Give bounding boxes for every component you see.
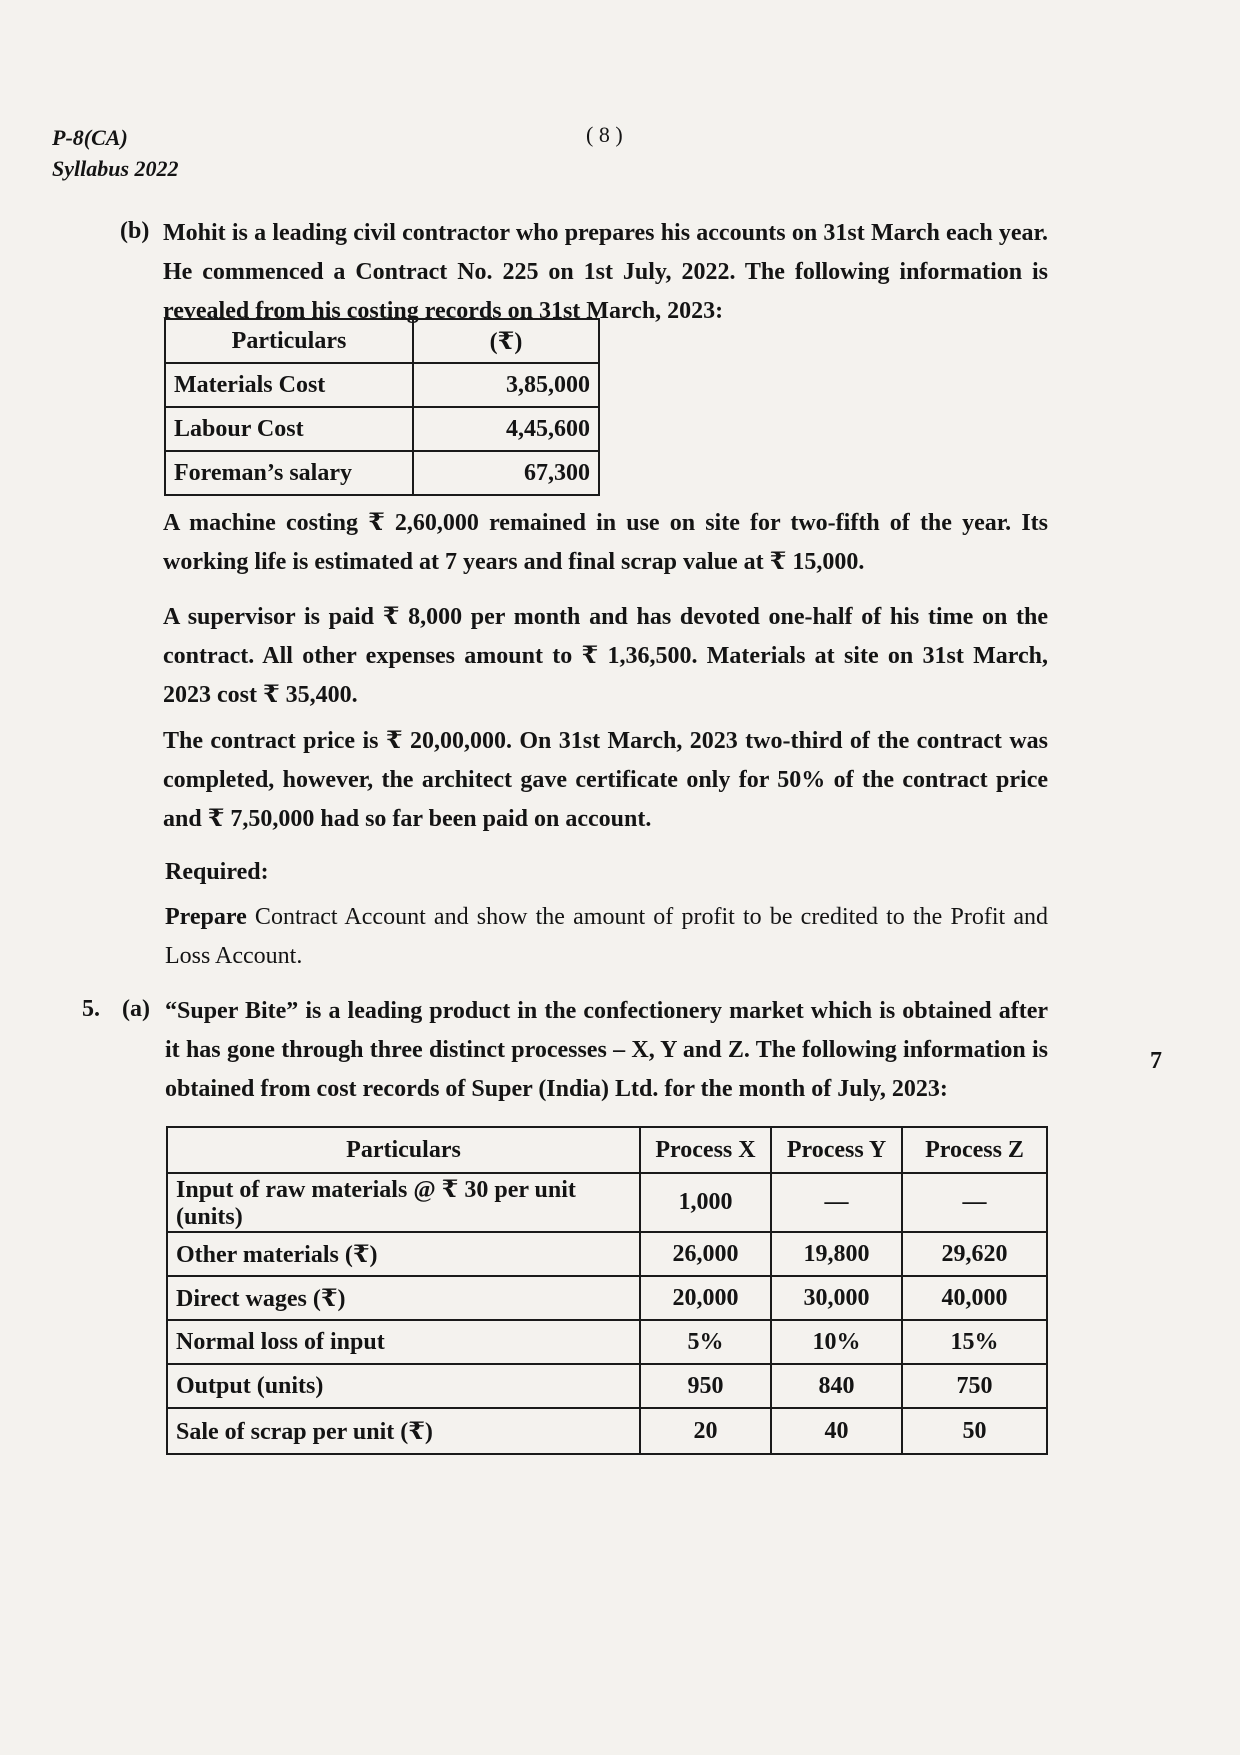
table-cell: 40,000 xyxy=(902,1276,1047,1320)
table-header-cell: Process Y xyxy=(771,1127,902,1173)
table-row xyxy=(165,451,599,495)
question-5-number: 5. xyxy=(82,996,100,1022)
question-4b-para-supervisor: A supervisor is paid ₹ 8,000 per month and has devoted one-half of his time on the contract. All other expenses amount to ₹ 1,36,500. Materials at site on 31st March, 2023 cost ₹ 35,400. xyxy=(163,604,1048,708)
table-cell: 20,000 xyxy=(640,1276,771,1320)
table-cell: Materials Cost xyxy=(165,363,413,407)
question-4b-intro: Mohit is a leading civil contractor who prepares his accounts on 31st March each year. He commenced a Contract No. 225 on 1st July, 2022. The following information is revealed from his costing records on 31st March, 2023: xyxy=(163,220,1048,324)
table-cell: 10% xyxy=(771,1320,902,1364)
page-number: ( 8 ) xyxy=(586,122,623,147)
table-cell: 19,800 xyxy=(771,1232,902,1276)
table-header-row xyxy=(165,319,599,363)
table-cell: 26,000 xyxy=(640,1232,771,1276)
table-cell: Normal loss of input xyxy=(167,1320,640,1364)
table-cell: 40 xyxy=(771,1408,902,1454)
required-label: Required: xyxy=(165,859,269,885)
paper-code: P-8(CA) xyxy=(52,125,128,150)
table-header-cell: (₹) xyxy=(413,319,599,363)
table-cell: 30,000 xyxy=(771,1276,902,1320)
required-text: Contract Account and show the amount of profit to be credited to the Profit and Loss Account. xyxy=(165,904,1048,969)
table-cell: 750 xyxy=(902,1364,1047,1408)
question-4b-para-machine: A machine costing ₹ 2,60,000 remained in use on site for two-fifth of the year. Its working life is estimated at 7 years and final scrap value at ₹ 15,000. xyxy=(163,510,1048,575)
table-header-row xyxy=(167,1127,1047,1173)
required-instruction xyxy=(165,898,1048,976)
syllabus-label: Syllabus 2022 xyxy=(52,156,179,181)
table-cell: 15% xyxy=(902,1320,1047,1364)
table-cell: 1,000 xyxy=(640,1173,771,1232)
question-5a-label: (a) xyxy=(122,996,150,1022)
table-header-cell: Process Z xyxy=(902,1127,1047,1173)
table-row xyxy=(165,407,599,451)
table-row xyxy=(165,363,599,407)
question-5a-intro: “Super Bite” is a leading product in the confectionery market which is obtained after it has gone through three distinct processes – X, Y and Z. The following information is obtained from cost records of Super (India) Ltd. for the month of July, 2023: xyxy=(165,998,1048,1102)
table-row xyxy=(167,1232,1047,1276)
table-cell: Foreman’s salary xyxy=(165,451,413,495)
header-left xyxy=(52,122,179,184)
table-cell: 840 xyxy=(771,1364,902,1408)
table-row xyxy=(167,1364,1047,1408)
table-cell: 20 xyxy=(640,1408,771,1454)
table-cell: Labour Cost xyxy=(165,407,413,451)
table-cell: 29,620 xyxy=(902,1232,1047,1276)
table-cell: 3,85,000 xyxy=(413,363,599,407)
table-header-cell: Process X xyxy=(640,1127,771,1173)
table-cell: — xyxy=(771,1173,902,1232)
table-cell: Input of raw materials @ ₹ 30 per unit (units) xyxy=(167,1173,640,1232)
table-cell: 4,45,600 xyxy=(413,407,599,451)
table-header-cell: Particulars xyxy=(165,319,413,363)
table-row xyxy=(167,1408,1047,1454)
process-cost-table xyxy=(166,1126,1048,1455)
marks: 7 xyxy=(1150,1048,1162,1074)
contract-cost-table xyxy=(164,318,600,496)
table-header-cell: Particulars xyxy=(167,1127,640,1173)
table-cell: 50 xyxy=(902,1408,1047,1454)
table-cell: — xyxy=(902,1173,1047,1232)
table-row xyxy=(167,1173,1047,1232)
table-cell: Output (units) xyxy=(167,1364,640,1408)
table-cell: 5% xyxy=(640,1320,771,1364)
table-row xyxy=(167,1276,1047,1320)
table-cell: 67,300 xyxy=(413,451,599,495)
question-4b-label: (b) xyxy=(120,218,150,244)
table-cell: Direct wages (₹) xyxy=(167,1276,640,1320)
table-row xyxy=(167,1320,1047,1364)
required-verb: Prepare xyxy=(165,904,247,930)
table-cell: 950 xyxy=(640,1364,771,1408)
table-cell: Other materials (₹) xyxy=(167,1232,640,1276)
question-4b-para-contract: The contract price is ₹ 20,00,000. On 31st March, 2023 two-third of the contract was completed, however, the architect gave certificate only for 50% of the contract price and ₹ 7,50,000 had so far been paid on account. xyxy=(163,728,1048,832)
table-cell: Sale of scrap per unit (₹) xyxy=(167,1408,640,1454)
